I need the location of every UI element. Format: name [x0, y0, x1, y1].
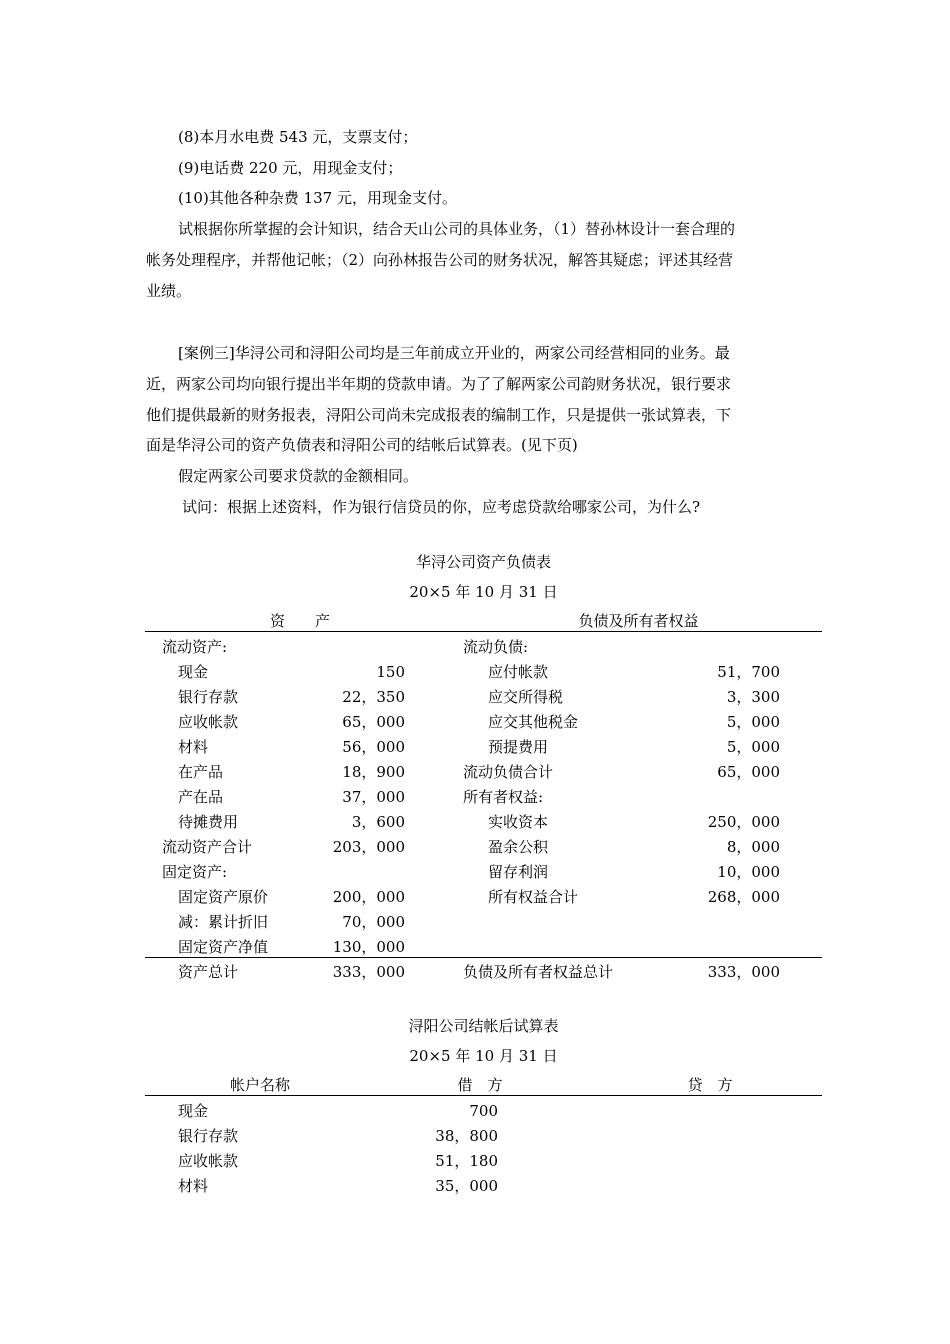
asset-value: 130，000 — [332, 938, 405, 956]
asset-value: 150 — [376, 663, 405, 681]
item-8: (8)本月水电费 543 元，支票支付； — [178, 128, 418, 146]
liabilities-header: 负债及所有者权益 — [578, 612, 699, 630]
debit-value: 700 — [469, 1102, 498, 1120]
case3-assumption: 假定两家公司要求贷款的金额相同。 — [178, 467, 419, 485]
asset-value: 70，000 — [342, 913, 405, 931]
asset-value: 56，000 — [342, 738, 405, 756]
asset-label: 在产品 — [178, 763, 224, 781]
asset-value: 203，000 — [332, 838, 405, 856]
liability-value: 3，300 — [726, 688, 780, 706]
case3-line-2: 近，两家公司均向银行提出半年期的贷款申请。为了了解两家公司韵财务状况，银行要求 — [146, 375, 732, 393]
task-line-3: 业绩。 — [146, 282, 192, 300]
task-line-2: 帐务处理程序，并帮他记帐；（2）向孙林报告公司的财务状况，解答其疑虑；评述其经营 — [146, 251, 734, 269]
liability-value: 268，000 — [707, 888, 780, 906]
total-assets-value: 333，000 — [332, 963, 405, 981]
liability-label: 应交其他税金 — [488, 713, 579, 731]
debit-value: 35，000 — [435, 1177, 498, 1195]
account-name: 应收帐款 — [178, 1152, 239, 1170]
account-name: 现金 — [178, 1102, 209, 1120]
asset-label: 材料 — [178, 738, 209, 756]
case3-line-4: 面是华浔公司的资产负债表和浔阳公司的结帐后试算表。(见下页) — [146, 436, 578, 454]
account-name-header: 帐户名称 — [229, 1076, 290, 1094]
asset-value: 37，000 — [342, 788, 405, 806]
case3-question: 试问：根据上述资料，作为银行信贷员的你，应考虑贷款给哪家公司，为什么? — [182, 498, 701, 516]
liability-label: 应交所得税 — [488, 688, 564, 706]
liability-value: 5，000 — [726, 713, 780, 731]
total-liabilities-value: 333，000 — [707, 963, 780, 981]
liability-label: 流动负债合计 — [463, 763, 554, 781]
asset-label: 流动资产合计 — [162, 838, 253, 856]
case3-line-3: 他们提供最新的财务报表，浔阳公司尚未完成报表的编制工作，只是提供一张试算表，下 — [146, 406, 732, 424]
asset-label: 应收帐款 — [178, 713, 239, 731]
account-name: 材料 — [178, 1177, 209, 1195]
asset-label: 产在品 — [178, 788, 224, 806]
liability-label: 流动负债: — [463, 638, 529, 656]
credit-header: 贷 方 — [687, 1076, 733, 1094]
liability-label: 所有权益合计 — [488, 888, 579, 906]
assets-header: 资 产 — [269, 612, 330, 630]
total-assets-label: 资产总计 — [178, 963, 239, 981]
asset-label: 待摊费用 — [178, 813, 239, 831]
liability-value: 8，000 — [726, 838, 780, 856]
debit-value: 38，800 — [435, 1127, 498, 1145]
asset-label: 固定资产净值 — [178, 938, 269, 956]
liability-label: 所有者权益: — [463, 788, 544, 806]
asset-value: 22，350 — [342, 688, 405, 706]
asset-value: 18，900 — [342, 763, 405, 781]
header-rule — [145, 631, 822, 632]
liability-label: 应付帐款 — [488, 663, 549, 681]
liability-label: 实收资本 — [488, 813, 549, 831]
asset-label: 减：累计折旧 — [178, 913, 269, 931]
asset-label: 固定资产: — [162, 863, 228, 881]
asset-label: 银行存款 — [178, 688, 239, 706]
item-9: (9)电话费 220 元，用现金支付； — [178, 159, 403, 177]
trial-header-rule — [145, 1095, 822, 1096]
asset-value: 65，000 — [342, 713, 405, 731]
case3-line-1: [案例三]华浔公司和浔阳公司均是三年前成立开业的，两家公司经营相同的业务。最 — [178, 344, 730, 362]
liability-value: 10，000 — [717, 863, 780, 881]
asset-label: 现金 — [178, 663, 209, 681]
liability-label: 留存利润 — [488, 863, 549, 881]
liability-value: 5，000 — [726, 738, 780, 756]
item-10: (10)其他各种杂费 137 元，用现金支付。 — [178, 189, 457, 207]
asset-value: 200，000 — [332, 888, 405, 906]
asset-value: 3，600 — [351, 813, 405, 831]
balance-sheet-title: 华浔公司资产负债表 — [415, 553, 551, 571]
liability-value: 65，000 — [717, 763, 780, 781]
total-rule — [145, 957, 822, 958]
account-name: 银行存款 — [178, 1127, 239, 1145]
asset-label: 固定资产原价 — [178, 888, 269, 906]
balance-sheet-date: 20×5 年 10 月 31 日 — [409, 583, 558, 601]
trial-balance-date: 20×5 年 10 月 31 日 — [409, 1047, 558, 1065]
liability-label: 盈余公积 — [488, 838, 549, 856]
task-line-1: 试根据你所掌握的会计知识，结合天山公司的具体业务，（1）替孙林设计一套合理的 — [178, 220, 736, 238]
debit-header: 借 方 — [457, 1076, 503, 1094]
liability-value: 250，000 — [707, 813, 780, 831]
liability-label: 预提费用 — [488, 738, 549, 756]
asset-label: 流动资产: — [162, 638, 228, 656]
liability-value: 51，700 — [717, 663, 780, 681]
total-liabilities-label: 负债及所有者权益总计 — [463, 963, 614, 981]
debit-value: 51，180 — [435, 1152, 498, 1170]
trial-balance-title: 浔阳公司结帐后试算表 — [408, 1017, 559, 1035]
